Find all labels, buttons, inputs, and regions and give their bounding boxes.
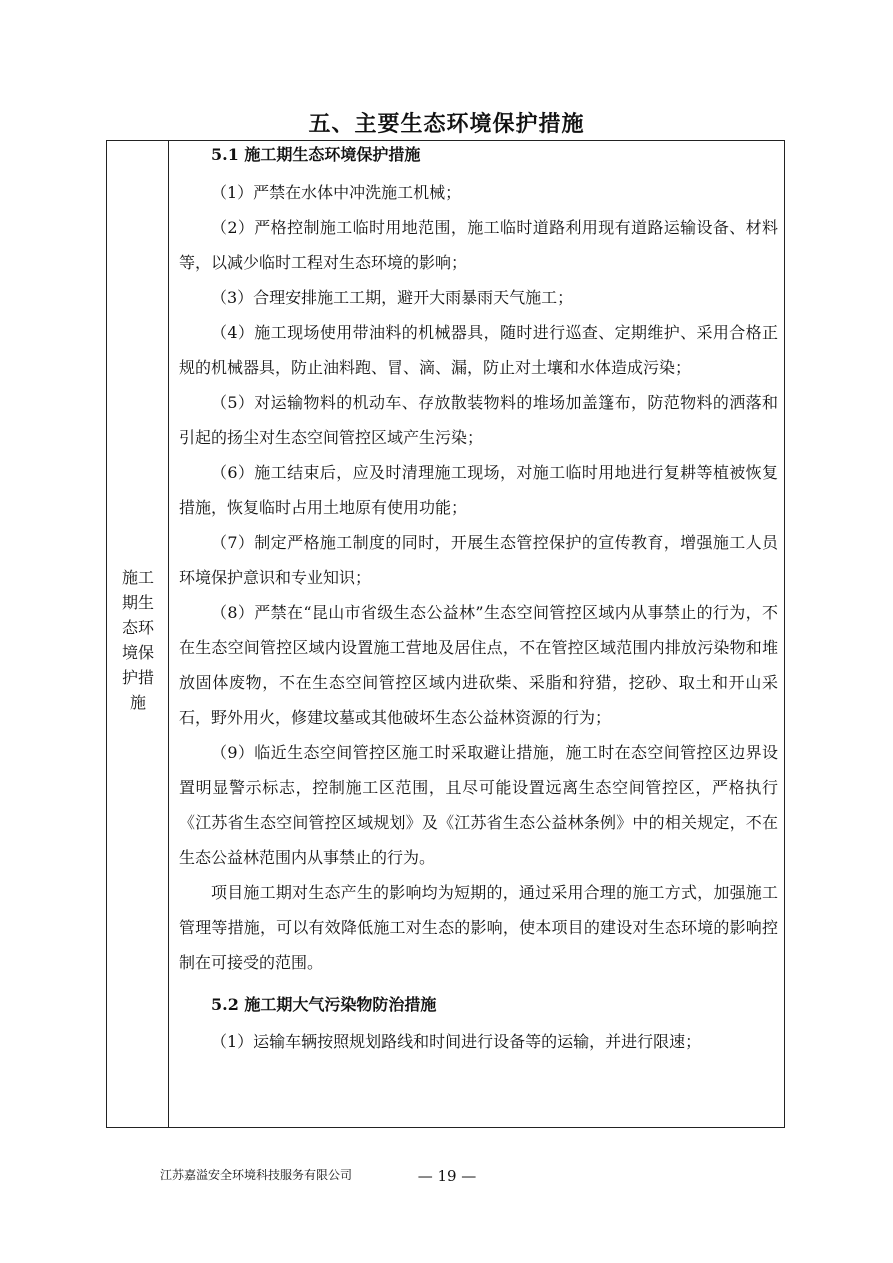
measure-item-1: （1）严禁在水体中冲洗施工机械； xyxy=(211,183,462,202)
section-heading-5-1: 5.1 施工期生态环境保护措施 xyxy=(211,145,421,164)
page-number: — 19 — xyxy=(417,1167,477,1185)
measures-table xyxy=(106,140,785,1128)
measure-item-9: （9）临近生态空间管控区施工时采取避让措施，施工时在态空间管控区边界设置明显警示标志，控制施工区范围，且尽可能设置远离生态空间管控区，严格执行《江苏省生态空间管控区域规划》及《江苏省生态公益林条例》中的相关规定，不在生态公益林范围内从事禁止的行为。 xyxy=(179,743,778,867)
category-label: 施工期生态环境保护措施 xyxy=(121,568,154,712)
page-title: 五、主要生态环境保护措施 xyxy=(308,111,585,137)
measure-item-4: （4）施工现场使用带油料的机械器具，随时进行巡查、定期维护、采用合格正规的机械器具，防止油料跑、冒、滴、漏，防止对土壤和水体造成污染； xyxy=(179,323,778,377)
footer-company: 江苏嘉溢安全环境科技服务有限公司 xyxy=(160,1168,353,1182)
measure-item-8: （8）严禁在“昆山市省级生态公益林”生态空间管控区域内从事禁止的行为，不在生态空间管控区域内设置施工营地及居住点，不在管控区域范围内排放污染物和堆放固体废物，不在生态空间管控区域内进砍柴、采脂和狩猎，挖砂、取土和开山采石，野外用火，修建坟墓或其他破坏生态公益林资源的行为； xyxy=(179,603,778,727)
measure-item-5: （5）对运输物料的机动车、存放散装物料的堆场加盖篷布，防范物料的洒落和引起的扬尘对生态空间管控区域产生污染； xyxy=(179,393,778,447)
content-cell xyxy=(169,141,784,1127)
measure-item-3: （3）合理安排施工工期，避开大雨暴雨天气施工； xyxy=(211,288,574,307)
air-measure-item-1: （1）运输车辆按照规划路线和时间进行设备等的运输，并进行限速； xyxy=(211,1032,702,1051)
section-heading-5-2: 5.2 施工期大气污染物防治措施 xyxy=(211,995,437,1014)
measure-item-7: （7）制定严格施工制度的同时，开展生态管控保护的宣传教育，增强施工人员环境保护意识和专业知识； xyxy=(179,533,778,587)
section-summary: 项目施工期对生态产生的影响均为短期的，通过采用合理的施工方式，加强施工管理等措施，可以有效降低施工对生态的影响，使本项目的建设对生态环境的影响控制在可接受的范围。 xyxy=(179,883,778,972)
measure-item-2: （2）严格控制施工临时用地范围，施工临时道路利用现有道路运输设备、材料等，以减少临时工程对生态环境的影响； xyxy=(179,218,778,272)
measure-item-6: （6）施工结束后，应及时清理施工现场，对施工临时用地进行复耕等植被恢复措施，恢复临时占用土地原有使用功能； xyxy=(179,463,778,517)
category-cell xyxy=(107,141,169,1127)
